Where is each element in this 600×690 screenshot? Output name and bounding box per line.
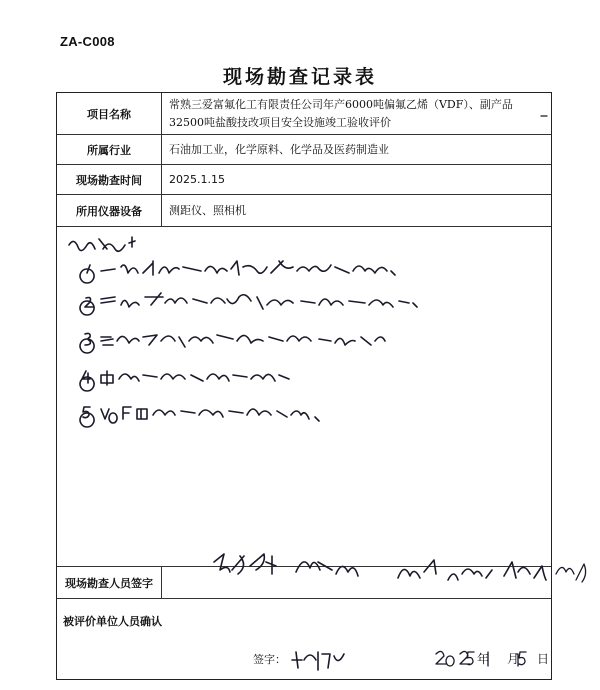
- handwritten-notes-scribble: [57, 227, 551, 565]
- value-industry: 石油加工业，化学原料、化学品及医药制造业: [169, 142, 389, 156]
- value-project-name: 常熟三爱富氟化工有限责任公司年产6000吨偏氟乙烯（VDF）、副产品32500吨盐酸技改项目安全设施竣工验收评价: [169, 97, 513, 129]
- row-industry: [57, 135, 551, 165]
- row-instruments: [57, 195, 551, 227]
- label-instruments: 所用仪器设备: [57, 195, 162, 226]
- value-instruments: 测距仪、照相机: [169, 203, 246, 217]
- date-month-suffix: 月: [507, 652, 520, 666]
- row-survey-time: [57, 165, 551, 195]
- document-title: 现场勘查记录表: [222, 66, 377, 88]
- date-year-suffix: 年: [477, 652, 490, 666]
- row-notes: [57, 227, 551, 567]
- survey-form: [56, 92, 552, 680]
- label-unit-confirmation: 被评价单位人员确认: [63, 615, 162, 628]
- label-project-name: 项目名称: [57, 93, 162, 134]
- sign-label: 签字：: [253, 653, 286, 666]
- row-survey-signatures: [57, 567, 551, 599]
- label-survey-personnel: 现场勘查人员签字: [57, 567, 162, 598]
- row-project-name: [57, 93, 551, 135]
- date-day-suffix: 日: [537, 652, 550, 666]
- value-survey-time: 2025.1.15: [169, 172, 225, 186]
- row-unit-confirmation: [57, 599, 551, 679]
- label-survey-time: 现场勘查时间: [57, 165, 162, 194]
- document-code: ZA-C008: [60, 34, 115, 49]
- label-industry: 所属行业: [57, 135, 162, 164]
